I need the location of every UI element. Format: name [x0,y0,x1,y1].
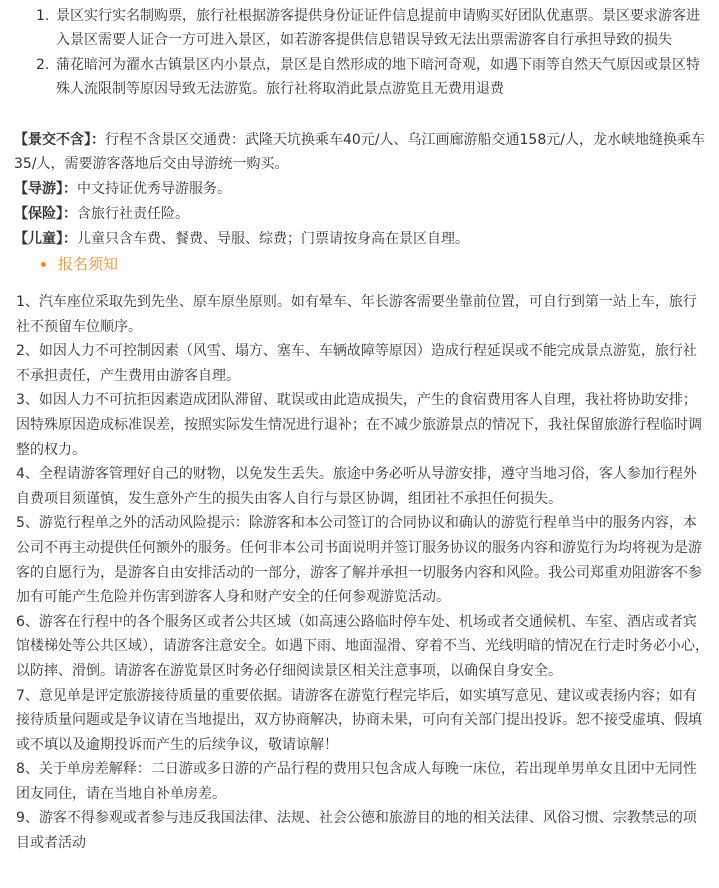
list-item-text: 景区实行实名制购票，旅行社根据游客提供身份证证件信息提前申请购买好团队优惠票。景区要求游客进入景区需要人证合一方可进入景区，如若游客提供信息错误导致无法出票需游客自行承担导致的损失 [56,8,700,48]
note-item: 4、全程请游客管理好自己的财物，以免发生丢失。旅途中务必听从导游安排，遵守当地习俗，客人参加行程外自费项目须谨慎，发生意外产生的损失由客人自行与景区协调，组团社不承担任何损失。 [16,466,697,507]
note-item: 1、汽车座位采取先到先坐、原车原坐原则。如有晕车、年长游客需要坐靠前位置，可自行到第一站上车，旅行社不预留车位顺序。 [16,294,697,335]
registration-notes [16,290,710,856]
fee-key: 【保险】 [14,206,63,222]
list-item [36,53,708,101]
section-title: 报名须知 [58,255,119,273]
fee-value: 行程不含景区交通费：武隆天坑换乘车40元/人、乌江画廊游船交通158元/人，龙水峡地缝换乘车35/人，需要游客落地后交由导游统一购买。 [14,132,705,172]
fee-sep: ： [63,206,77,222]
note-item: 9、游客不得参观或者参与违反我国法律、法规、社会公德和旅游目的地的相关法律、风俗习惯、宗教禁忌的项目或者活动 [16,810,697,852]
note-item: 6、游客在行程中的各个服务区或者公共区域（如高速公路临时停车处、机场或者交通候机、车室、酒店或者宾馆楼梯处等公共区域），请游客注意安全。如遇下雨、地面湿滑、穿着不当、光线明暗的情况在行走时务必小心，以防摔、滑倒。请游客在游览景区时务必仔细阅读景区相关注意事项，以确保自身安全。 [16,613,709,679]
fee-row-children [14,227,710,251]
fee-row-insurance [14,202,710,226]
fee-sep: ： [63,181,77,197]
fee-row-guide [14,177,710,201]
list-item-text: 蒲花暗河为濯水古镇景区内小景点，景区是自然形成的地下暗河奇观，如遇下雨等自然天气原因或景区特殊人流限制等原因导致无法游览。旅行社将取消此景点游览且无费用退费 [56,57,700,97]
note-item: 7、意见单是评定旅游接待质量的重要依据。请游客在游览行程完毕后，如实填写意见、建议或表扬内容；如有接待质量问题或是争议请在当地提出，双方协商解决，协商未果，可向有关部门提出投诉。恕不接受虚填、假填或不填以及逾期投诉而产生的后续争议，敬请谅解！ [16,687,702,753]
note-item: 3、如因人力不可抗拒因素造成团队滞留、耽误或由此造成损失，产生的食宿费用客人自理，我社将协助安排；因特殊原因造成标准误差，按照实际发生情况进行退补；在不减少旅游景点的情况下，我社保留旅游行程临时调整的权力。 [16,392,702,458]
fee-section [14,128,710,252]
fee-key: 【导游】 [14,181,63,197]
fee-value: 儿童只含车费、餐费、导服、综费；门票请按身高在景区自理。 [77,231,469,247]
fee-sep: ： [63,231,77,247]
note-item: 5、游览行程单之外的活动风险提示：除游客和本公司签订的合同协议和确认的游览行程单当中的服务内容，本公司不再主动提供任何额外的服务。任何非本公司书面说明并签订服务协议的服务内容和游览行为均将视为是游客的自愿行为，是游客自由安排活动的一部分，游客了解并承担一切服务内容和风险。我公司郑重劝阻游客不参加有可能产生危险并伤害到游客人身和财产安全的任何参观游览活动。 [16,515,702,606]
section-heading [41,252,118,276]
fee-value: 含旅行社责任险。 [77,206,189,222]
note-item: 8、关于单房差解释：二日游或多日游的产品行程的费用只包含成人每晚一床位，若出现单男单女且团中无同性团友同住，请在当地自补单房差。 [16,761,697,802]
note-item: 2、如因人力不可控制因素（风雪、塌方、塞车、车辆故障等原因）造成行程延误或不能完成景点游览，旅行社不承担责任，产生费用由游客自理。 [16,343,697,384]
fee-row-transport [14,128,710,176]
bullet-dot-icon [41,262,46,267]
fee-key: 【儿童】 [14,231,63,247]
ticket-notes-list [36,4,708,101]
fee-sep: ： [91,132,105,148]
list-number: 2. [36,57,50,73]
fee-key: 【景交不含】 [14,132,91,148]
fee-value: 中文持证优秀导游服务。 [77,181,231,197]
list-item [36,4,708,52]
list-number: 1. [36,8,50,24]
